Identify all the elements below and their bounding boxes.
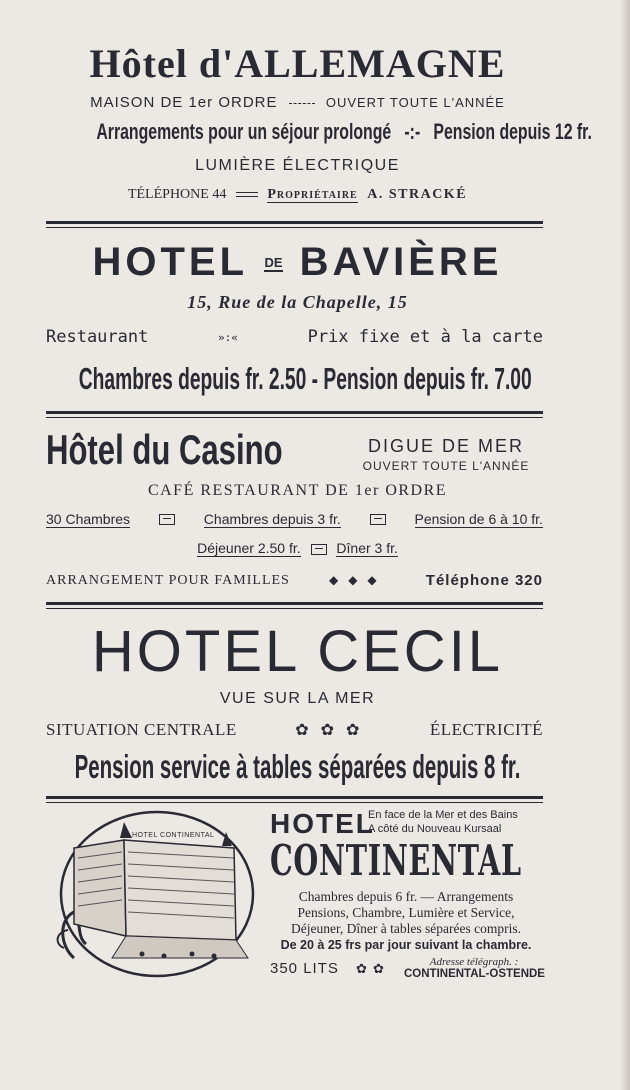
cecil-situation: SITUATION CENTRALE (46, 720, 237, 739)
continental-location (368, 808, 518, 836)
divider-rule (46, 602, 543, 609)
casino-arrangement: ARRANGEMENT POUR FAMILLES (46, 572, 290, 588)
allemagne-arrangements: Arrangements pour un séjour prolongé (96, 119, 392, 144)
continental-adresse-label: Adresse télégraph. : (429, 956, 519, 968)
continental-description (270, 889, 542, 953)
box-divider (159, 514, 175, 525)
baviere-address: 15, Rue de la Chapelle, 15 (187, 292, 408, 312)
baviere-sep: »:« (218, 330, 238, 344)
continental-desc4: De 20 à 25 frs par jour suivant la chambre. (280, 938, 532, 952)
continental-address (404, 956, 544, 980)
allemagne-ouvert: OUVERT TOUTE L'ANNÉE (325, 95, 505, 110)
illustration-label: HOTEL CONTINENTAL (132, 832, 215, 839)
cecil-pension-line (40, 748, 555, 787)
continental-acote: A côté du Nouveau Kursaal (368, 823, 502, 835)
continental-desc1: Chambres depuis 6 fr. — Arrangements (298, 889, 514, 904)
casino-rates-row (46, 511, 543, 528)
allemagne-title: Hôtel d'ALLEMAGNE (89, 41, 506, 86)
divider-rule (46, 221, 543, 228)
casino-dejeuner: Déjeuner 2.50 fr. (197, 540, 301, 556)
allemagne-owner-label: Propriétaire (267, 187, 358, 202)
baviere-title (40, 240, 555, 285)
cecil-title: HOTEL CECIL (91, 619, 504, 684)
casino-title-wrap (46, 426, 366, 475)
continental-enface: En face de la Mer et des Bains (368, 809, 518, 821)
baviere-prix: Prix fixe et à la carte (307, 327, 543, 347)
allemagne-line4 (40, 187, 555, 203)
continental-desc2: Pensions, Chambre, Lumière et Service, (297, 905, 515, 920)
ornament-diamonds: ◆◆◆ (328, 573, 387, 587)
baviere-prices-line (40, 361, 555, 397)
allemagne-owner-name: A. STRACKÉ (367, 187, 468, 202)
allemagne-maison: MAISON DE 1er ORDRE (90, 94, 278, 111)
casino-pension: Pension de 6 à 10 fr. (414, 511, 543, 527)
continental-adresse: CONTINENTAL-OSTENDE (404, 968, 545, 980)
box-divider (370, 514, 386, 525)
continental-lits-row (270, 960, 390, 977)
casino-30-chambres: 30 Chambres (46, 511, 131, 527)
cecil-features-row (46, 720, 543, 740)
double-dash (236, 192, 258, 197)
baviere-title-hotel: HOTEL (92, 240, 248, 284)
casino-title: Hôtel du Casino (46, 426, 283, 473)
baviere-title-baviere: BAVIÈRE (299, 240, 503, 284)
allemagne-phone: TÉLÉPHONE 44 (127, 187, 227, 202)
page-edge (620, 0, 630, 1090)
casino-meals-row (40, 540, 555, 556)
cecil-electricite: ÉLECTRICITÉ (429, 720, 543, 739)
allemagne-line2 (40, 119, 592, 145)
ornament-stars: ✿✿✿ (295, 722, 372, 739)
baviere-prices: Chambres depuis fr. 2.50 - Pension depuis fr. 7.00 (78, 361, 532, 396)
cecil-vue: VUE SUR LA MER (219, 690, 376, 707)
casino-bottom-row (46, 572, 543, 589)
casino-cafe: CAFÉ RESTAURANT DE 1er ORDRE (147, 482, 448, 499)
ornament-stars-small: ✿✿ (356, 961, 390, 976)
allemagne-lumiere: LUMIÈRE ÉLECTRIQUE (195, 157, 400, 174)
continental-hotel: HOTEL (270, 808, 375, 839)
box-divider (311, 544, 327, 555)
allemagne-line1 (40, 94, 555, 111)
casino-digue: DIGUE DE MER (367, 436, 524, 456)
casino-diner: Dîner 3 fr. (336, 540, 398, 556)
continental-desc3: Déjeuner, Dîner à tables séparées compris. (291, 921, 521, 936)
divider-rule (46, 796, 543, 803)
continental-name: CONTINENTAL (270, 836, 522, 885)
cecil-pension: Pension service à tables séparées depuis 8 fr. (74, 748, 521, 785)
baviere-title-de: DE (264, 255, 283, 271)
casino-ouvert: OUVERT TOUTE L'ANNÉE (362, 459, 530, 473)
continental-lits: 350 LITS (270, 960, 339, 977)
dash-divider (289, 103, 315, 104)
allemagne-pension: Pension depuis 12 fr. (433, 119, 592, 144)
baviere-restaurant-row (46, 327, 543, 347)
casino-telephone: Téléphone 320 (425, 572, 543, 589)
allemagne-sep: -:- (404, 119, 421, 144)
divider-rule (46, 411, 543, 418)
baviere-restaurant: Restaurant (46, 327, 149, 347)
casino-chambres-depuis: Chambres depuis 3 fr. (203, 511, 341, 527)
